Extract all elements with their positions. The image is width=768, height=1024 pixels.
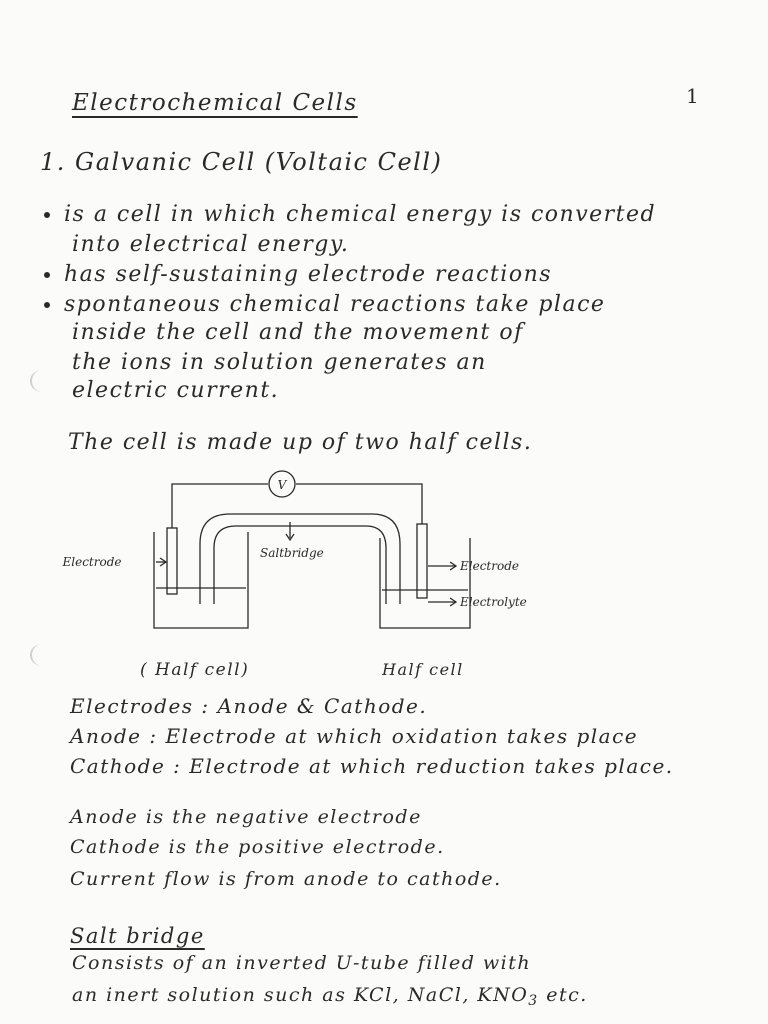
salt-bridge-label: Saltbridge — [260, 546, 324, 560]
bullet-2 — [44, 262, 552, 287]
salt-bridge-heading: Salt bridge — [70, 924, 205, 948]
right-electrode — [417, 524, 427, 598]
voltmeter-label: V — [277, 478, 287, 492]
section-heading: 1. Galvanic Cell (Voltaic Cell) — [40, 148, 443, 176]
bullet-3 — [44, 292, 605, 317]
salt-bridge-line-2-text: an inert solution such as KCl, NaCl, KNO — [72, 984, 529, 1006]
intro-text: The cell is made up of two half cells. — [68, 430, 533, 455]
bullet-2-text: has self-sustaining electrode reactions — [64, 262, 553, 287]
left-electrode-label: Electrode — [62, 555, 122, 569]
definition-anode: Anode : Electrode at which oxidation takes place — [70, 724, 639, 748]
definition-cathode: Cathode : Electrode at which reduction takes place. — [70, 754, 674, 778]
bullet-1-continued: into electrical energy. — [72, 232, 350, 257]
half-cell-right-label: Half cell — [382, 660, 464, 679]
polarity-anode: Anode is the negative electrode — [70, 806, 422, 828]
current-flow: Current flow is from anode to cathode. — [70, 868, 502, 890]
punch-hole-mark — [30, 370, 54, 392]
bullet-1 — [44, 202, 656, 227]
bullet-3-text: spontaneous chemical reactions take place — [64, 292, 606, 317]
definition-electrodes: Electrodes : Anode & Cathode. — [70, 694, 428, 718]
kno3-subscript: 3 — [528, 993, 539, 1009]
right-beaker — [380, 538, 470, 628]
salt-bridge-line-2-suffix: etc. — [538, 984, 588, 1006]
bullet-dot-icon — [44, 302, 50, 308]
bullet-3-continued-2: the ions in solution generates an — [72, 350, 487, 375]
bullet-1-text: is a cell in which chemical energy is converted — [64, 202, 657, 227]
bullet-dot-icon — [44, 212, 50, 218]
salt-bridge-line-1: Consists of an inverted U-tube filled with — [72, 952, 532, 974]
page-title: Electrochemical Cells — [72, 90, 358, 116]
right-electrode-label: Electrode — [460, 559, 519, 573]
left-electrode — [167, 528, 177, 594]
left-beaker — [154, 532, 248, 628]
galvanic-cell-diagram — [60, 462, 580, 642]
salt-bridge-line-2 — [72, 984, 588, 1009]
bullet-3-continued-3: electric current. — [72, 378, 280, 403]
half-cell-left-label: ( Half cell) — [140, 660, 250, 680]
polarity-cathode: Cathode is the positive electrode. — [70, 836, 445, 858]
bullet-3-continued-1: inside the cell and the movement of — [72, 320, 524, 345]
page-number: 1 — [686, 84, 701, 108]
electrolyte-label: Electrolyte — [460, 595, 527, 609]
bullet-dot-icon — [44, 272, 50, 278]
punch-hole-mark — [30, 644, 54, 666]
